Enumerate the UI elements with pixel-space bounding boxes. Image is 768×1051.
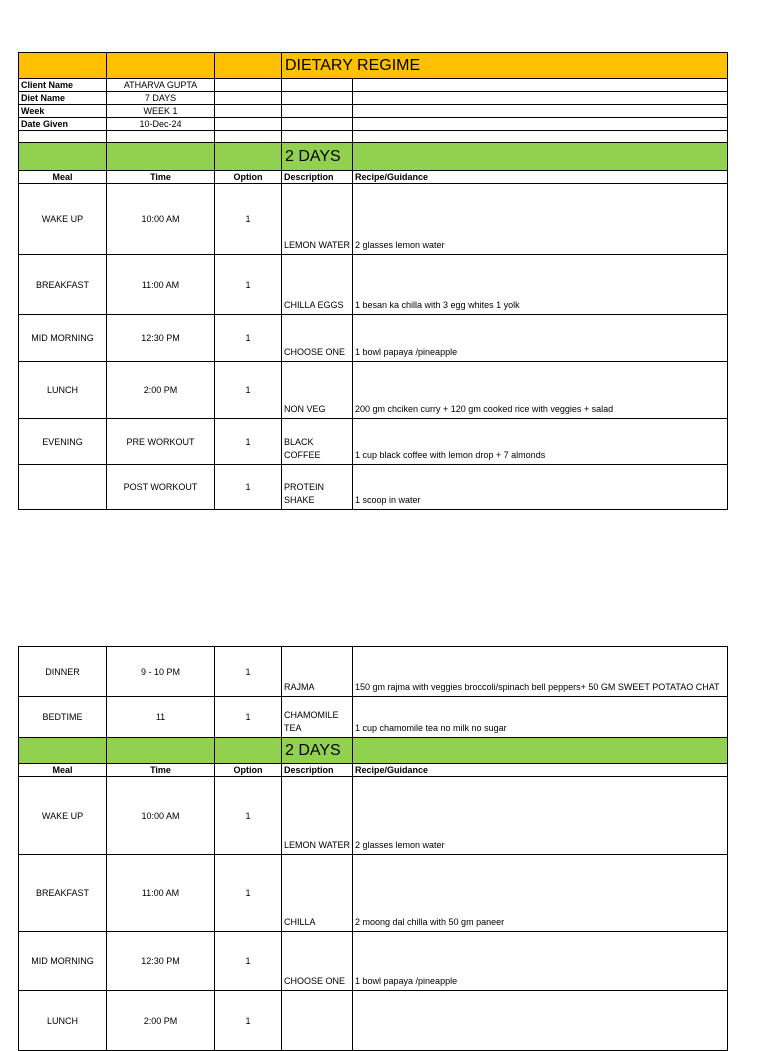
time-cell: 10:00 AM (107, 184, 215, 255)
description-cell: LEMON WATER (282, 184, 353, 255)
recipe-cell: 1 bowl papaya /pineapple (353, 315, 728, 362)
meal-row (19, 647, 728, 697)
col-option-header: Option (215, 764, 282, 777)
meal-row (19, 362, 728, 419)
meal-cell: WAKE UP (19, 777, 107, 855)
option-cell: 1 (215, 465, 282, 510)
meal-row (19, 697, 728, 738)
title-row (19, 53, 728, 79)
meal-row (19, 777, 728, 855)
time-cell: 12:30 PM (107, 932, 215, 991)
recipe-cell: 2 moong dal chilla with 50 gm paneer (353, 855, 728, 932)
recipe-cell: 1 cup black coffee with lemon drop + 7 almonds (353, 419, 728, 465)
recipe-cell: 1 cup chamomile tea no milk no sugar (353, 697, 728, 738)
meal-row (19, 184, 728, 255)
date-label: Date Given (19, 118, 107, 131)
description-cell: PROTEIN SHAKE (282, 465, 353, 510)
week-label: Week (19, 105, 107, 118)
meal-row (19, 932, 728, 991)
recipe-cell (353, 991, 728, 1051)
meal-row (19, 465, 728, 510)
meal-cell: LUNCH (19, 991, 107, 1051)
meal-row (19, 315, 728, 362)
col-meal-header: Meal (19, 764, 107, 777)
time-cell: 12:30 PM (107, 315, 215, 362)
time-cell: PRE WORKOUT (107, 419, 215, 465)
meal-cell: MID MORNING (19, 315, 107, 362)
document-title: DIETARY REGIME (282, 53, 728, 79)
info-row-client (19, 79, 728, 92)
info-row-week (19, 105, 728, 118)
meal-cell: WAKE UP (19, 184, 107, 255)
description-cell: CHILLA EGGS (282, 255, 353, 315)
col-option-header: Option (215, 171, 282, 184)
description-cell: CHILLA (282, 855, 353, 932)
col-recipe-header: Recipe/Guidance (353, 764, 728, 777)
time-cell: 11:00 AM (107, 255, 215, 315)
time-cell: POST WORKOUT (107, 465, 215, 510)
meal-row (19, 855, 728, 932)
meal-row (19, 991, 728, 1051)
description-cell: CHOOSE ONE (282, 315, 353, 362)
description-cell: LEMON WATER (282, 777, 353, 855)
recipe-cell: 1 bowl papaya /pineapple (353, 932, 728, 991)
diet-table-page-2 (18, 646, 728, 1051)
meal-cell: BREAKFAST (19, 855, 107, 932)
time-cell: 2:00 PM (107, 991, 215, 1051)
time-cell: 11:00 AM (107, 855, 215, 932)
week-value: WEEK 1 (107, 105, 215, 118)
description-cell: CHOOSE ONE (282, 932, 353, 991)
meal-cell: MID MORNING (19, 932, 107, 991)
recipe-cell: 1 besan ka chilla with 3 egg whites 1 yolk (353, 255, 728, 315)
time-cell: 9 - 10 PM (107, 647, 215, 697)
option-cell: 1 (215, 362, 282, 419)
spacer-row (19, 131, 728, 143)
diet-name-label: Diet Name (19, 92, 107, 105)
recipe-cell: 200 gm chciken curry + 120 gm cooked rice with veggies + salad (353, 362, 728, 419)
meal-cell: BREAKFAST (19, 255, 107, 315)
meal-row (19, 255, 728, 315)
meal-cell: EVENING (19, 419, 107, 465)
recipe-cell: 1 scoop in water (353, 465, 728, 510)
diet-table-page-1 (18, 52, 728, 510)
section-header-row (19, 738, 728, 764)
client-name-label: Client Name (19, 79, 107, 92)
client-name-value: ATHARVA GUPTA (107, 79, 215, 92)
option-cell: 1 (215, 932, 282, 991)
section-title: 2 DAYS (282, 143, 353, 171)
section-header-row (19, 143, 728, 171)
meal-cell: DINNER (19, 647, 107, 697)
recipe-cell: 2 glasses lemon water (353, 184, 728, 255)
col-time-header: Time (107, 764, 215, 777)
col-time-header: Time (107, 171, 215, 184)
option-cell: 1 (215, 777, 282, 855)
time-cell: 2:00 PM (107, 362, 215, 419)
column-header-row (19, 171, 728, 184)
option-cell: 1 (215, 697, 282, 738)
column-header-row (19, 764, 728, 777)
option-cell: 1 (215, 647, 282, 697)
meal-cell: LUNCH (19, 362, 107, 419)
description-cell: NON VEG (282, 362, 353, 419)
date-value: 10-Dec-24 (107, 118, 215, 131)
description-cell: CHAMOMILE TEA (282, 697, 353, 738)
description-cell: RAJMA (282, 647, 353, 697)
section1-rows (19, 184, 728, 510)
option-cell: 1 (215, 419, 282, 465)
time-cell: 10:00 AM (107, 777, 215, 855)
col-recipe-header: Recipe/Guidance (353, 171, 728, 184)
info-row-diet (19, 92, 728, 105)
meal-cell (19, 465, 107, 510)
recipe-cell: 150 gm rajma with veggies broccoli/spinach bell peppers+ 50 GM SWEET POTATAO CHAT (353, 647, 728, 697)
option-cell: 1 (215, 855, 282, 932)
col-description-header: Description (282, 764, 353, 777)
section1-continued-rows (19, 647, 728, 738)
section2-rows (19, 777, 728, 1051)
info-row-date (19, 118, 728, 131)
option-cell: 1 (215, 991, 282, 1051)
description-cell: BLACK COFFEE (282, 419, 353, 465)
col-description-header: Description (282, 171, 353, 184)
option-cell: 1 (215, 315, 282, 362)
section-title: 2 DAYS (282, 738, 353, 764)
time-cell: 11 (107, 697, 215, 738)
meal-cell: BEDTIME (19, 697, 107, 738)
recipe-cell: 2 glasses lemon water (353, 777, 728, 855)
diet-name-value: 7 DAYS (107, 92, 215, 105)
col-meal-header: Meal (19, 171, 107, 184)
meal-row (19, 419, 728, 465)
description-cell (282, 991, 353, 1051)
option-cell: 1 (215, 255, 282, 315)
option-cell: 1 (215, 184, 282, 255)
